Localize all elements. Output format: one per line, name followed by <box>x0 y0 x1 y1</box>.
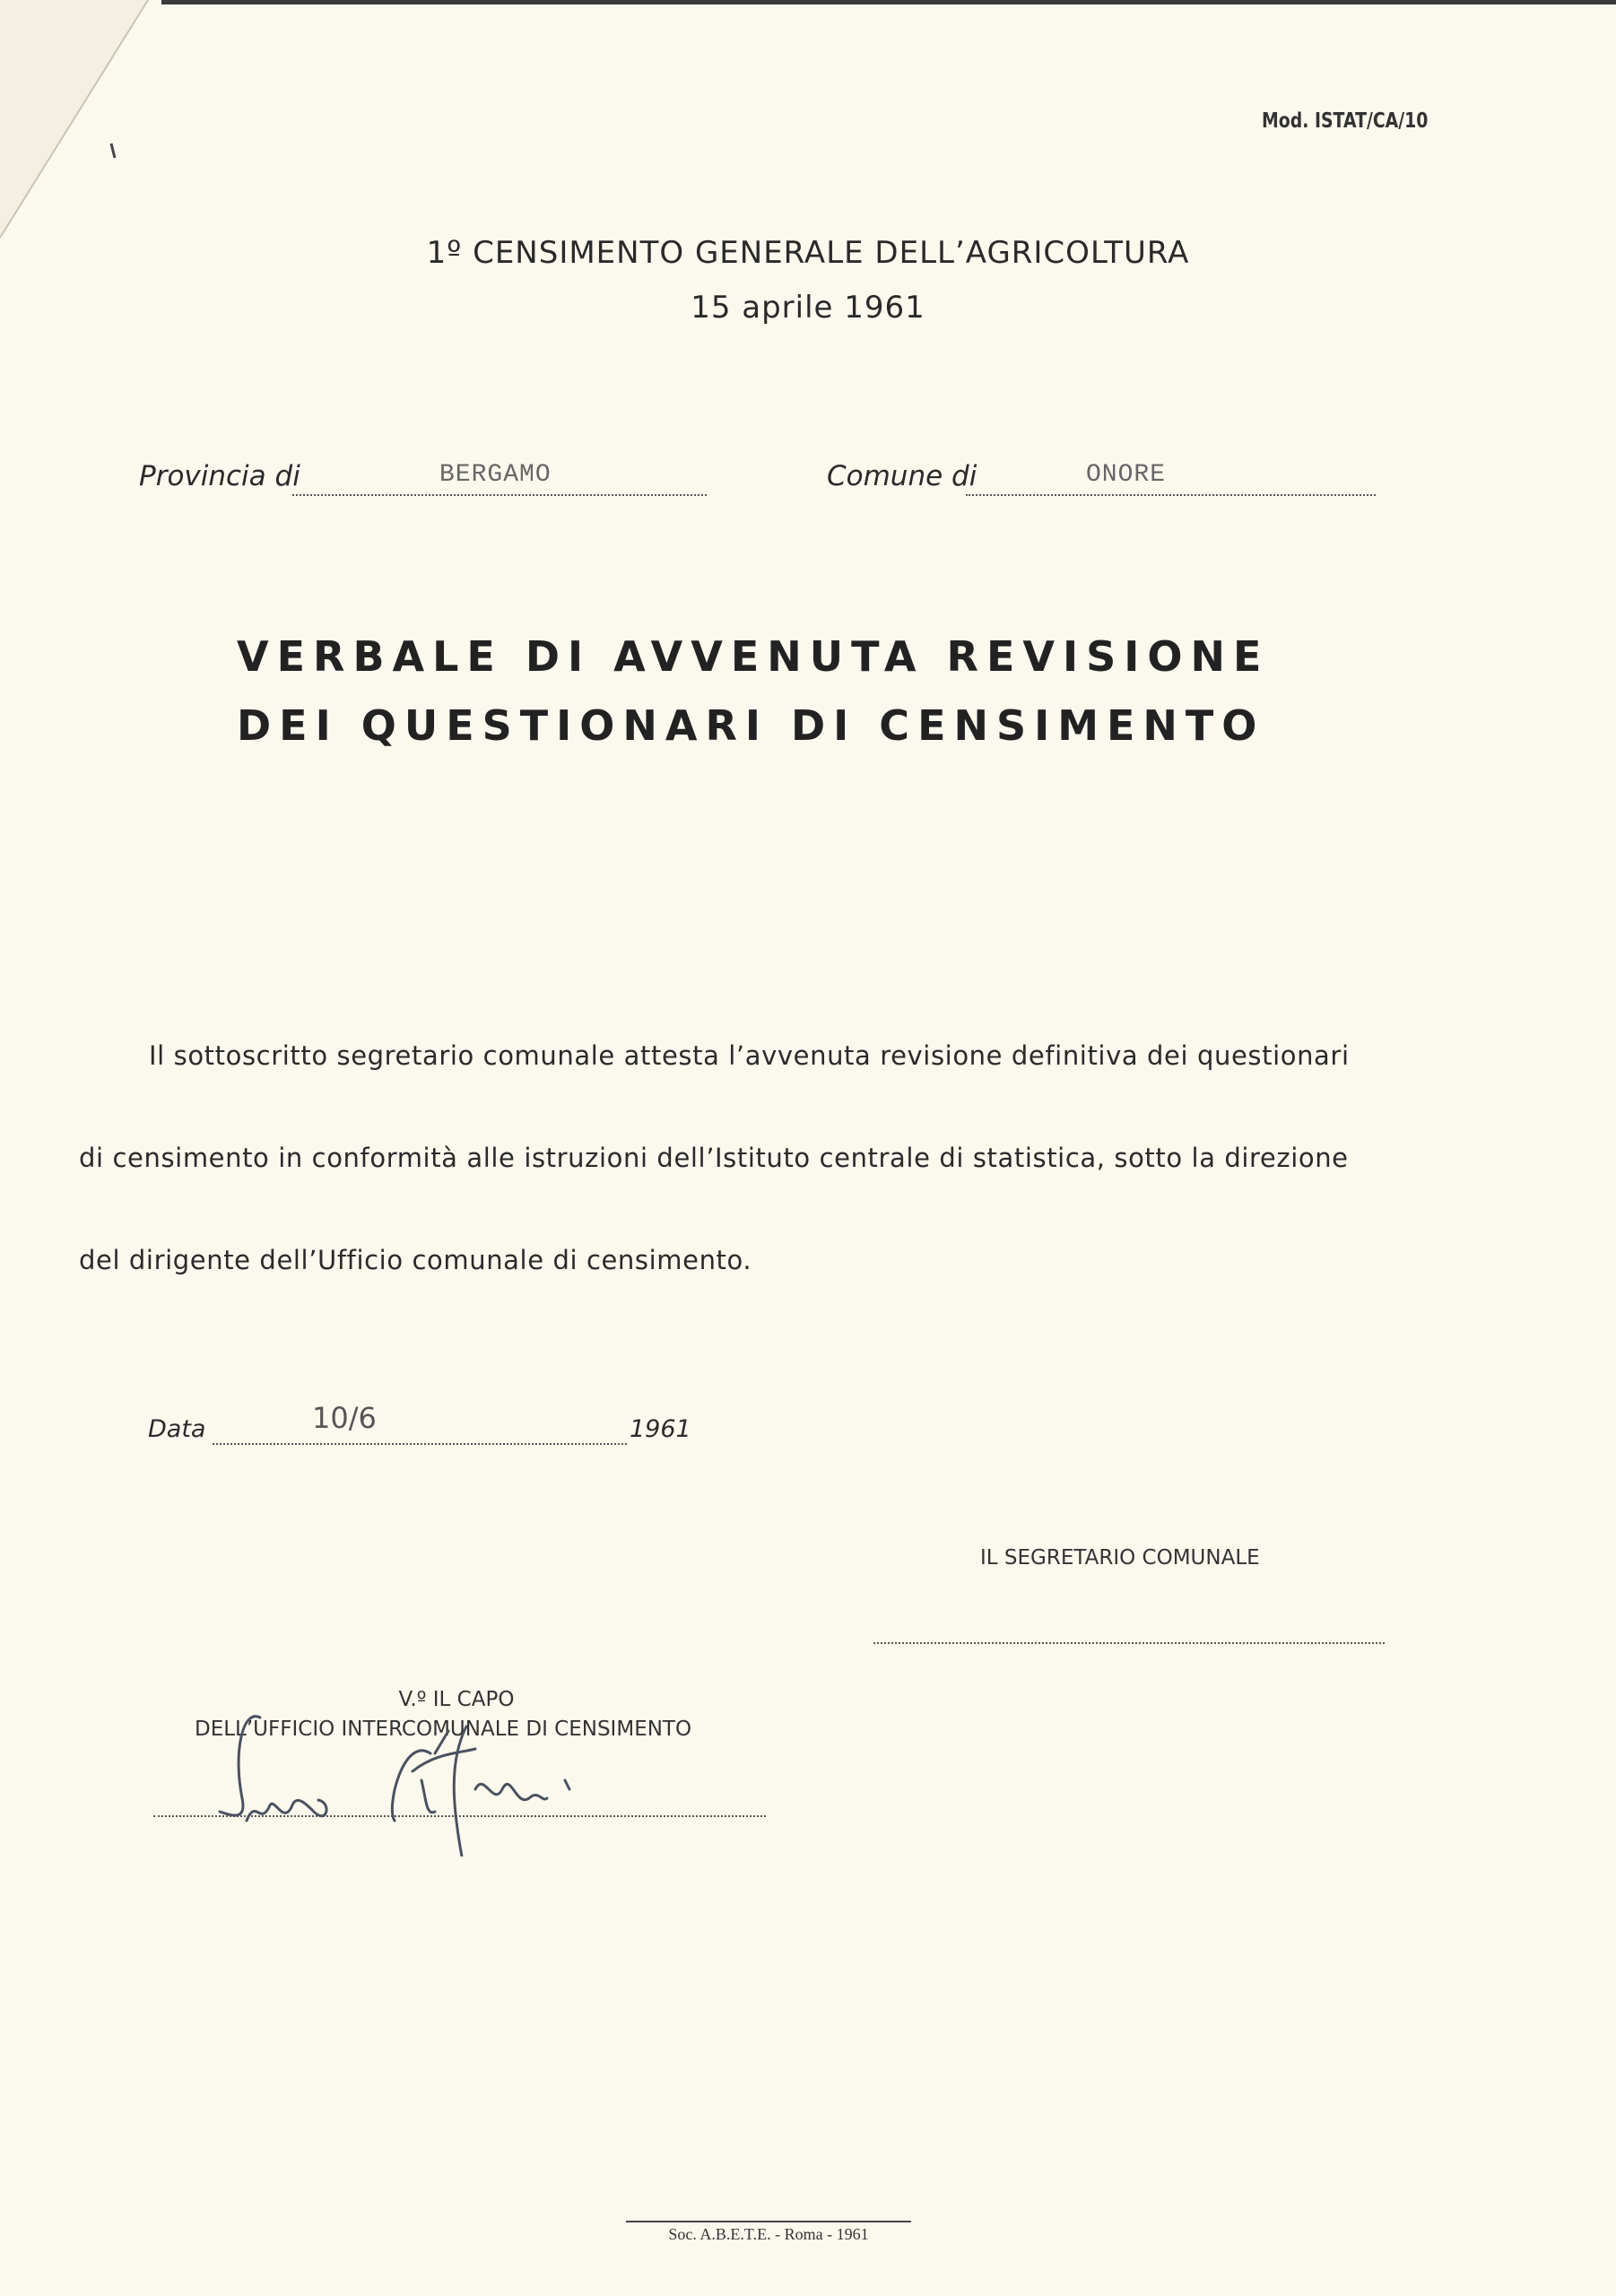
chief-title: V.º IL CAPO <box>398 1688 515 1711</box>
comune-label: Comune di <box>827 460 977 492</box>
provincia-label: Provincia di <box>139 460 300 492</box>
census-date: 15 aprile 1961 <box>691 290 925 326</box>
date-label: Data <box>148 1415 206 1443</box>
date-value[interactable]: 10/6 <box>312 1401 377 1435</box>
form-code: Mod. ISTAT/CA/10 <box>1262 109 1429 133</box>
heading-line-2: DEI QUESTIONARI DI CENSIMENTO <box>237 701 1265 750</box>
chief-office: DELL’UFFICIO INTERCOMUNALE DI CENSIMENTO <box>195 1718 692 1741</box>
body-line-2: di censimento in conformità alle istruzioni dell’Istituto centrale di statistica, sotto la direzione <box>79 1143 1349 1173</box>
secretary-label: IL SEGRETARIO COMUNALE <box>980 1546 1260 1570</box>
comune-value[interactable]: ONORE <box>1086 461 1167 489</box>
chief-signature <box>206 1700 673 1857</box>
census-title: 1º CENSIMENTO GENERALE DELL’AGRICOLTURA <box>426 235 1190 271</box>
printer-footer: Soc. A.B.E.T.E. - Roma - 1961 <box>668 2225 869 2243</box>
body-line-1: Il sottoscritto segretario comunale attesta l’avvenuta revisione definitiva dei questionari <box>149 1040 1350 1071</box>
folded-corner <box>0 0 152 242</box>
heading-line-1: VERBALE DI AVVENUTA REVISIONE <box>237 632 1270 681</box>
provincia-line <box>292 494 707 496</box>
scan-edge <box>161 0 1616 4</box>
provincia-value[interactable]: BERGAMO <box>439 461 552 489</box>
secretary-signature-line[interactable] <box>873 1642 1385 1644</box>
comune-line <box>966 494 1376 496</box>
body-line-3: del dirigente dell’Ufficio comunale di censimento. <box>79 1245 752 1275</box>
date-line <box>213 1443 627 1445</box>
date-year: 1961 <box>630 1415 691 1443</box>
footer-rule <box>626 2221 911 2222</box>
